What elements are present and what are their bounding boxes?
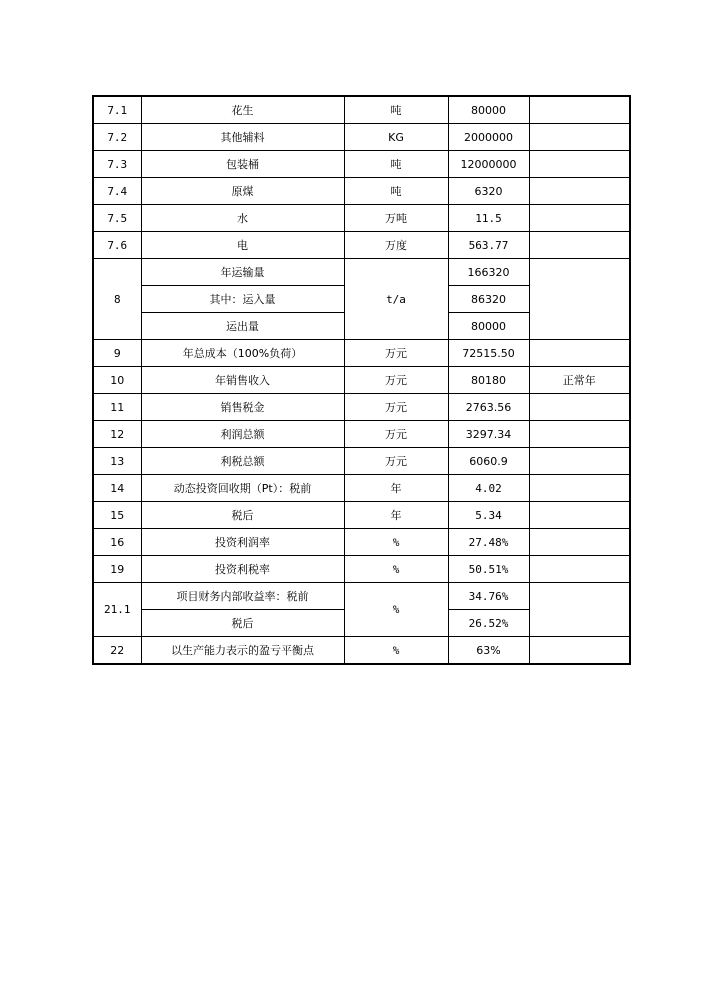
table-row bbox=[93, 151, 630, 178]
note bbox=[529, 96, 630, 124]
item-name: 动态投资回收期（Pt）：税前 bbox=[141, 475, 344, 502]
note bbox=[529, 583, 630, 637]
unit: 万元 bbox=[344, 394, 448, 421]
unit: % bbox=[344, 556, 448, 583]
unit: 万吨 bbox=[344, 205, 448, 232]
unit: KG bbox=[344, 124, 448, 151]
value: 4.02 bbox=[448, 475, 529, 502]
table-row bbox=[93, 367, 630, 394]
note bbox=[529, 448, 630, 475]
value: 6320 bbox=[448, 178, 529, 205]
table-row bbox=[93, 448, 630, 475]
unit: % bbox=[344, 637, 448, 665]
value: 50.51% bbox=[448, 556, 529, 583]
item-name: 年销售收入 bbox=[141, 367, 344, 394]
row-number: 10 bbox=[93, 367, 141, 394]
note bbox=[529, 421, 630, 448]
value: 5.34 bbox=[448, 502, 529, 529]
table-row bbox=[93, 232, 630, 259]
note bbox=[529, 475, 630, 502]
value: 80000 bbox=[448, 313, 529, 340]
item-name: 销售税金 bbox=[141, 394, 344, 421]
row-number: 22 bbox=[93, 637, 141, 665]
item-name: 花生 bbox=[141, 96, 344, 124]
item-name: 投资利税率 bbox=[141, 556, 344, 583]
item-name: 利润总额 bbox=[141, 421, 344, 448]
unit: t/a bbox=[344, 259, 448, 340]
note bbox=[529, 259, 630, 340]
unit: % bbox=[344, 529, 448, 556]
table-row bbox=[93, 259, 630, 286]
row-number: 16 bbox=[93, 529, 141, 556]
row-number: 7.3 bbox=[93, 151, 141, 178]
note bbox=[529, 637, 630, 665]
indicator-table bbox=[92, 95, 631, 665]
item-name: 包装桶 bbox=[141, 151, 344, 178]
value: 80180 bbox=[448, 367, 529, 394]
value: 2763.56 bbox=[448, 394, 529, 421]
value: 6060.9 bbox=[448, 448, 529, 475]
note bbox=[529, 124, 630, 151]
unit: 年 bbox=[344, 475, 448, 502]
row-number: 21.1 bbox=[93, 583, 141, 637]
item-name: 年运输量 bbox=[141, 259, 344, 286]
table-row bbox=[93, 637, 630, 665]
table-row bbox=[93, 340, 630, 367]
table-row bbox=[93, 556, 630, 583]
value: 3297.34 bbox=[448, 421, 529, 448]
value: 63% bbox=[448, 637, 529, 665]
row-number: 11 bbox=[93, 394, 141, 421]
value: 34.76% bbox=[448, 583, 529, 610]
item-name: 项目财务内部收益率：税前 bbox=[141, 583, 344, 610]
row-number: 12 bbox=[93, 421, 141, 448]
unit: 吨 bbox=[344, 178, 448, 205]
row-number: 7.1 bbox=[93, 96, 141, 124]
table-row bbox=[93, 96, 630, 124]
item-name: 其他辅料 bbox=[141, 124, 344, 151]
unit: 万元 bbox=[344, 367, 448, 394]
item-name: 以生产能力表示的盈亏平衡点 bbox=[141, 637, 344, 665]
value: 27.48% bbox=[448, 529, 529, 556]
table-row bbox=[93, 421, 630, 448]
table-row bbox=[93, 529, 630, 556]
item-name: 税后 bbox=[141, 610, 344, 637]
value: 26.52% bbox=[448, 610, 529, 637]
value: 2000000 bbox=[448, 124, 529, 151]
table-row bbox=[93, 124, 630, 151]
note: 正常年 bbox=[529, 367, 630, 394]
unit: 万元 bbox=[344, 448, 448, 475]
note bbox=[529, 529, 630, 556]
unit: 万度 bbox=[344, 232, 448, 259]
note bbox=[529, 178, 630, 205]
unit: % bbox=[344, 583, 448, 637]
unit: 吨 bbox=[344, 151, 448, 178]
value: 86320 bbox=[448, 286, 529, 313]
value: 166320 bbox=[448, 259, 529, 286]
note bbox=[529, 205, 630, 232]
unit: 万元 bbox=[344, 340, 448, 367]
unit: 年 bbox=[344, 502, 448, 529]
note bbox=[529, 394, 630, 421]
table-row bbox=[93, 475, 630, 502]
item-name: 原煤 bbox=[141, 178, 344, 205]
row-number: 7.6 bbox=[93, 232, 141, 259]
row-number: 15 bbox=[93, 502, 141, 529]
item-name: 税后 bbox=[141, 502, 344, 529]
unit: 吨 bbox=[344, 96, 448, 124]
table-row bbox=[93, 205, 630, 232]
value: 12000000 bbox=[448, 151, 529, 178]
table-row bbox=[93, 583, 630, 610]
value: 11.5 bbox=[448, 205, 529, 232]
unit: 万元 bbox=[344, 421, 448, 448]
table-row bbox=[93, 394, 630, 421]
row-number: 7.2 bbox=[93, 124, 141, 151]
row-number: 14 bbox=[93, 475, 141, 502]
value: 80000 bbox=[448, 96, 529, 124]
value: 563.77 bbox=[448, 232, 529, 259]
value: 72515.50 bbox=[448, 340, 529, 367]
row-number: 7.4 bbox=[93, 178, 141, 205]
note bbox=[529, 151, 630, 178]
note bbox=[529, 502, 630, 529]
item-name: 其中：运入量 bbox=[141, 286, 344, 313]
item-name: 水 bbox=[141, 205, 344, 232]
note bbox=[529, 340, 630, 367]
row-number: 9 bbox=[93, 340, 141, 367]
row-number: 8 bbox=[93, 259, 141, 340]
item-name: 利税总额 bbox=[141, 448, 344, 475]
row-number: 7.5 bbox=[93, 205, 141, 232]
table-row bbox=[93, 178, 630, 205]
item-name: 年总成本（100%负荷） bbox=[141, 340, 344, 367]
row-number: 19 bbox=[93, 556, 141, 583]
note bbox=[529, 556, 630, 583]
item-name: 运出量 bbox=[141, 313, 344, 340]
item-name: 电 bbox=[141, 232, 344, 259]
row-number: 13 bbox=[93, 448, 141, 475]
item-name: 投资利润率 bbox=[141, 529, 344, 556]
note bbox=[529, 232, 630, 259]
table-row bbox=[93, 502, 630, 529]
